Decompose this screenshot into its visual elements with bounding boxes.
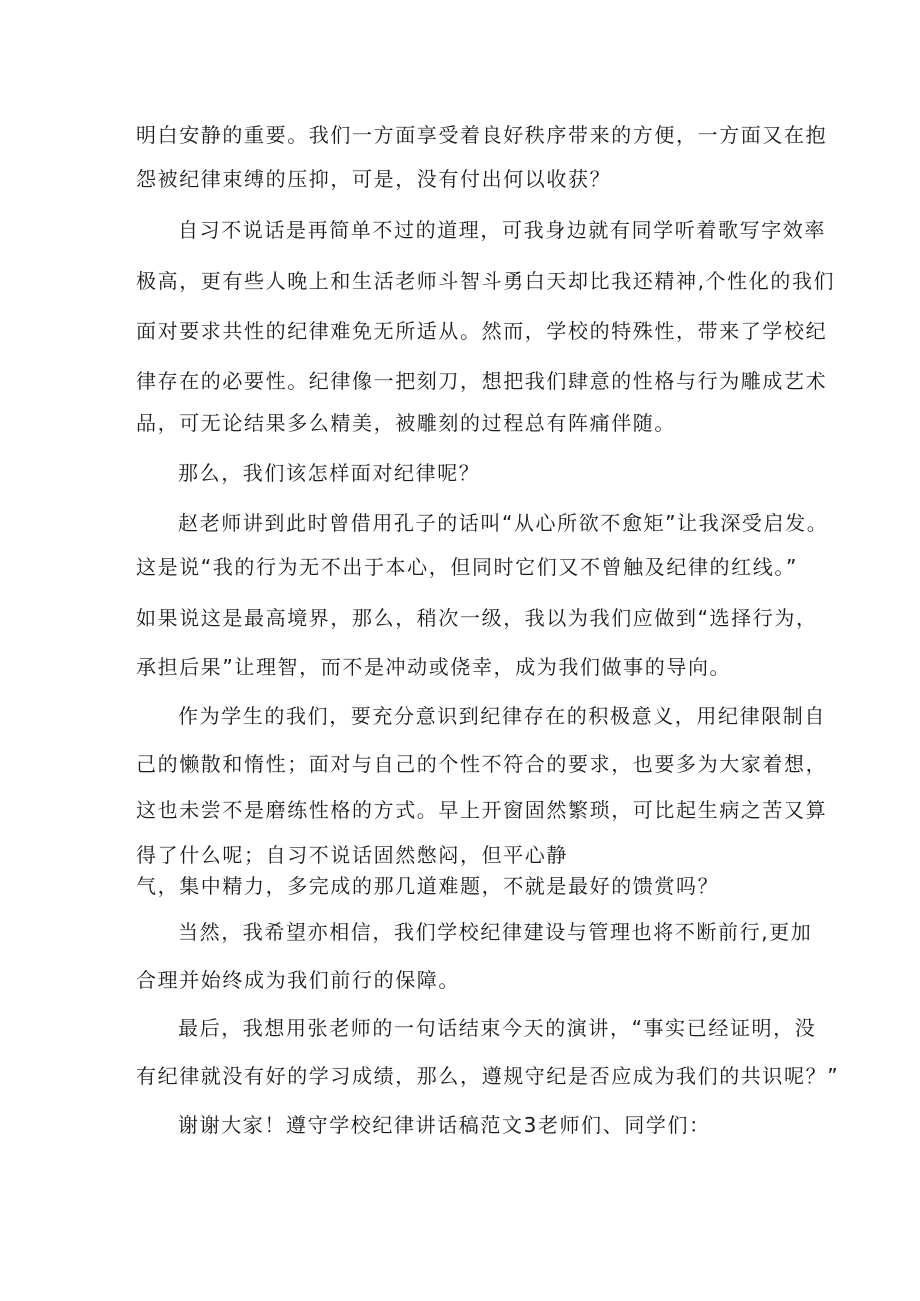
text-line: 面对要求共性的纪律难免无所适从。然而，学校的特殊性，带来了学校纪 xyxy=(136,319,828,343)
text-line: 如果说这是最高境界，那么，稍次一级，我以为我们应做到“选择行为， xyxy=(136,606,818,630)
text-line: 怨被纪律束缚的压抑，可是，没有付出何以收获？ xyxy=(136,167,612,191)
text-line: 律存在的必要性。纪律像一把刻刀，想把我们肆意的性格与行为雕成艺术 xyxy=(136,369,828,393)
closing-line: 谢谢大家！遵守学校纪律讲话稿范文3老师们、同学们： xyxy=(178,1113,711,1137)
text-line: 得了什么呢；自习不说话固然憋闷，但平心静 xyxy=(136,843,568,867)
text-line: 承担后果”让理智，而不是冲动或侥幸，成为我们做事的导向。 xyxy=(136,655,732,679)
paragraph-first-line: 当然，我希望亦相信，我们学校纪律建设与管理也将不断前行,更加 xyxy=(178,920,813,944)
text-line: 极高，更有些人晚上和生活老师斗智斗勇白天却比我还精神,个性化的我们 xyxy=(136,269,836,293)
paragraph-first-line: 最后，我想用张老师的一句话结束今天的演讲，“事实已经证明，没 xyxy=(178,1016,817,1040)
text-line: 这也未尝不是磨练性格的方式。早上开窗固然繁琐，可比起生病之苦又算 xyxy=(136,798,828,822)
paragraph-first-line: 自习不说话是再简单不过的道理，可我身边就有同学听着歌写字效率 xyxy=(178,218,826,242)
text-line: 品，可无论结果多么精美，被雕刻的过程总有阵痛伴随。 xyxy=(136,411,676,435)
text-line: 明白安静的重要。我们一方面享受着良好秩序带来的方便，一方面又在抱 xyxy=(136,123,828,147)
paragraph-first-line: 作为学生的我们，要充分意识到纪律存在的积极意义，用纪律限制自 xyxy=(178,704,826,728)
text-line: 有纪律就没有好的学习成绩，那么，遵规守纪是否应成为我们的共识呢？” xyxy=(136,1064,840,1088)
text-line: 合理并始终成为我们前行的保障。 xyxy=(136,968,460,992)
text-line: 这是说“我的行为无不出于本心，但同时它们又不曾触及纪律的红线。” xyxy=(136,555,798,579)
text-line: 气，集中精力，多完成的那几道难题，不就是最好的馈赏吗？ xyxy=(136,874,720,898)
paragraph-first-line: 那么，我们该怎样面对纪律呢？ xyxy=(178,461,481,485)
text-line: 己的懒散和惰性；面对与自己的个性不符合的要求，也要多为大家着想， xyxy=(136,752,828,776)
paragraph-first-line: 赵老师讲到此时曾借用孔子的话叫“从心所欲不愈矩”让我深受启发。 xyxy=(178,511,829,535)
